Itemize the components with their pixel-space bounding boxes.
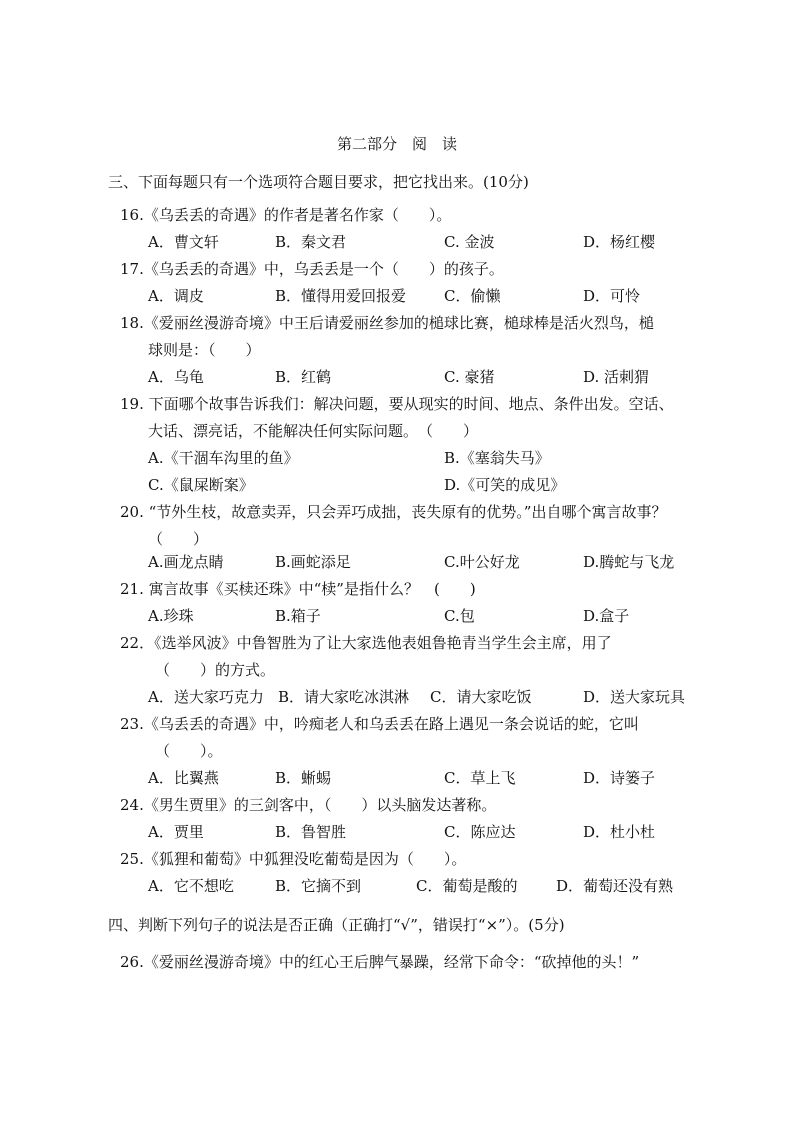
option-c: C．葡萄是酸的 (416, 877, 518, 895)
option-d: D．送大家玩具 (583, 688, 686, 706)
option-a: A．送大家巧克力 (148, 688, 264, 706)
option-c: C．陈应达 (444, 823, 516, 841)
option-d: D．杨红樱 (583, 233, 656, 251)
option-a: A.画龙点睛 (148, 553, 224, 571)
question-22-stem-cont: （ ）的方式。 (155, 661, 276, 679)
part-title: 第二部分 阅 读 (336, 135, 457, 153)
option-b: B．蜥蜴 (275, 769, 332, 787)
option-a: A．比翼燕 (148, 769, 219, 787)
question-19-stem: 19. 下面哪个故事告诉我们：解决问题，要从现实的时间、地点、条件出发。空话、 (120, 395, 674, 413)
option-b: B．请大家吃冰淇淋 (278, 688, 410, 706)
option-b: B.箱子 (275, 607, 321, 625)
option-d: D.腾蛇与飞龙 (583, 553, 675, 571)
option-a: A．曹文轩 (148, 233, 219, 251)
option-b: B.画蛇添足 (275, 553, 351, 571)
option-d: D．诗篓子 (583, 769, 656, 787)
question-20-stem: 20. “节外生枝，故意卖弄，只会弄巧成拙，丧失原有的优势。”出自哪个寓言故事？ (120, 503, 667, 521)
question-26-stem: 26.《爱丽丝漫游奇境》中的红心王后脾气暴躁，经常下命令：“砍掉他的头！” (120, 953, 640, 971)
option-a: A.《干涸车沟里的鱼》 (148, 449, 299, 467)
option-d: D．可怜 (583, 287, 641, 305)
option-c: C. 金波 (444, 233, 495, 251)
question-18-stem-cont: 球则是：（ ） (148, 341, 261, 359)
option-d: D.《可笑的成见》 (444, 476, 566, 494)
section-4-heading: 四、判断下列句子的说法是否正确（正确打“√”，错误打“×”）。(5分) (108, 916, 565, 934)
option-c: C. 豪猪 (444, 368, 495, 386)
question-21-stem: 21. 寓言故事《买椟还珠》中“椟”是指什么？ ( ) (120, 580, 476, 598)
question-20-stem-cont: （ ） (148, 530, 209, 548)
question-19-stem-cont: 大话、漂亮话，不能解决任何实际问题。 （ ） (148, 422, 479, 440)
option-a: A.珍珠 (148, 607, 194, 625)
option-a: A．贾里 (148, 823, 204, 841)
option-b: B．它摘不到 (275, 877, 362, 895)
question-24-stem: 24.《男生贾里》的三剑客中，（ ）以头脑发达著称。 (120, 796, 497, 814)
option-c: C．偷懒 (444, 287, 501, 305)
option-a: A．它不想吃 (148, 877, 234, 895)
question-18-stem: 18.《爱丽丝漫游奇境》中王后请爱丽丝参加的槌球比赛，槌球棒是活火烈鸟，槌 (120, 314, 654, 332)
question-23-stem: 23.《乌丢丢的奇遇》中，吟痴老人和乌丢丢在路上遇见一条会说话的蛇，它叫 (120, 715, 639, 733)
option-c: C．请大家吃饭 (430, 688, 532, 706)
option-a: A．乌龟 (148, 368, 204, 386)
option-b: B．秦文君 (275, 233, 347, 251)
option-a: A．调皮 (148, 287, 204, 305)
question-23-stem-cont: （ ）。 (155, 742, 223, 760)
option-c: C.叶公好龙 (444, 553, 520, 571)
option-c: C.《鼠屎断案》 (148, 476, 254, 494)
option-b: B．懂得用爱回报爱 (275, 287, 407, 305)
option-d: D. 活刺猬 (583, 368, 650, 386)
option-b: B.《塞翁失马》 (444, 449, 550, 467)
question-22-stem: 22．《选举风波》中鲁智胜为了让大家选他表姐鲁艳青当学生会主席，用了 (120, 634, 612, 652)
option-d: D．葡萄还没有熟 (556, 877, 674, 895)
section-3-heading: 三、下面每题只有一个选项符合题目要求，把它找出来。(10分) (108, 173, 529, 191)
option-c: C．草上飞 (444, 769, 516, 787)
option-d: D.盒子 (583, 607, 630, 625)
option-d: D．杜小杜 (583, 823, 656, 841)
question-16-stem: 16.《乌丢丢的奇遇》的作者是著名作家（ ）。 (120, 206, 452, 224)
question-25-stem: 25.《狐狸和葡萄》中狐狸没吃葡萄是因为（ ）。 (120, 850, 467, 868)
question-17-stem: 17.《乌丢丢的奇遇》中，乌丢丢是一个（ ）的孩子。 (120, 260, 504, 278)
option-c: C.包 (444, 607, 475, 625)
option-b: B．红鹤 (275, 368, 332, 386)
option-b: B．鲁智胜 (275, 823, 347, 841)
